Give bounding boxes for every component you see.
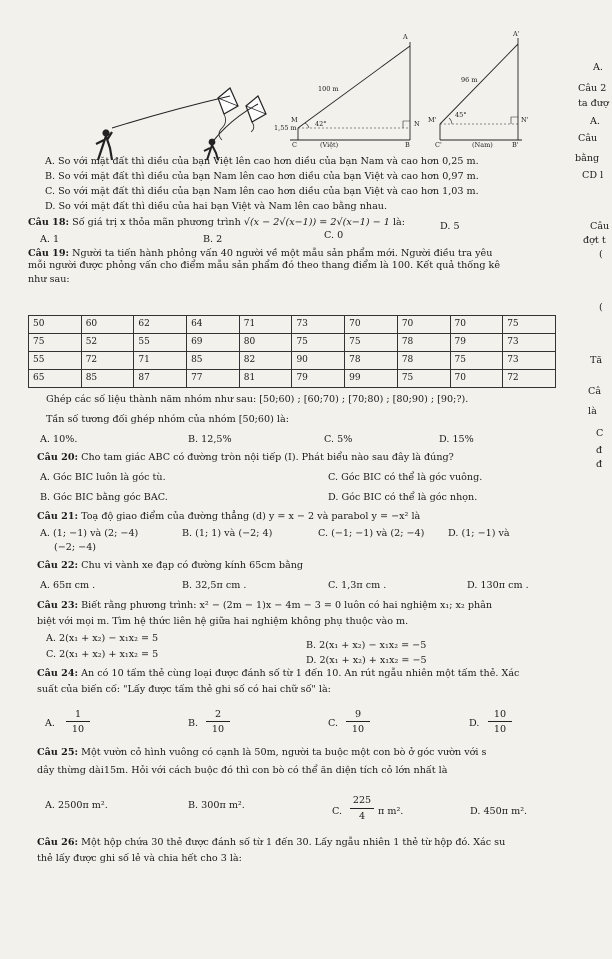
table-cell: 78: [397, 352, 450, 370]
q24-option-d-num: 10: [493, 709, 507, 720]
right-column-fragment: Câu: [578, 133, 598, 144]
table-cell: 85: [187, 352, 240, 370]
fig-Mp: M': [428, 116, 437, 124]
table-cell: 85: [81, 370, 134, 388]
q17-option-d: D. So với mặt đất thì diều của hai bạn Việt và Nam lên cao bằng nhau.: [45, 201, 388, 212]
q25-text: Một vườn cỏ hình vuông có cạnh là 50m, người ta buộc một con bò ở góc vườn với s: [81, 747, 487, 758]
q21-option-a: A. (1; −1) và (2; −4): [40, 528, 139, 539]
table-cell: 55: [134, 334, 187, 352]
fig-Np: N': [521, 116, 529, 124]
table-cell: 70: [450, 370, 503, 388]
q25-option-c-num: 225: [352, 795, 372, 806]
table-cell: 52: [81, 334, 134, 352]
table-cell: 69: [187, 334, 240, 352]
q18-text: Số giá trị x thỏa mãn phương trình: [72, 217, 241, 228]
q24-option-a-label: A.: [45, 718, 55, 729]
table-cell: 90: [292, 352, 345, 370]
q23-option-c: C. 2(x₁ + x₂) + x₁x₂ = 5: [46, 649, 159, 660]
q19-text: Người ta tiến hành phỏng vấn 40 người về một mẫu sản phẩm mới. Người điều tra yêu: [72, 248, 493, 259]
table-cell: 79: [292, 370, 345, 388]
q19-option-a: A. 10%.: [40, 434, 78, 445]
q19-line3: như sau:: [28, 274, 70, 285]
q18-tail: là:: [392, 217, 405, 228]
q23-option-a: A. 2(x₁ + x₂) − x₁x₂ = 5: [46, 633, 159, 644]
q25-title: Câu 25:: [37, 747, 79, 758]
q19-line2: mỗi người được phỏng vấn cho điểm mẫu sản phẩm đó theo thang điểm là 100. Kết quả thống kê: [28, 260, 501, 271]
q24-option-b-label: B.: [188, 718, 199, 729]
table-cell: 72: [81, 352, 134, 370]
q18-option-b: B. 2: [203, 234, 223, 245]
q20-text: Cho tam giác ABC có đường tròn nội tiếp (I). Phát biểu nào sau đây là đúng?: [81, 452, 454, 463]
q17-option-a: A. So với mặt đất thì diều của bạn Việt lên cao hơn diều của bạn Nam và cao hơn 0,25 m.: [45, 156, 479, 167]
right-column-fragment: CD l: [582, 170, 604, 181]
q19-line1: [28, 248, 492, 259]
table-cell: 99: [345, 370, 398, 388]
q24-option-b-den: 10: [211, 724, 225, 735]
q20-option-b: B. Góc BIC bằng góc BAC.: [40, 492, 168, 503]
fig-viet: (Việt): [320, 141, 339, 149]
q25-stem: [37, 747, 486, 758]
q19-option-c: C. 5%: [324, 434, 353, 445]
fig-height1: 1,55 m: [274, 124, 297, 132]
fig-Cp: C': [435, 141, 442, 149]
q22-title: Câu 22:: [37, 560, 79, 571]
table-cell: 50: [29, 316, 82, 334]
right-column-fragment: Tă: [590, 355, 603, 366]
right-column-fragment: A.: [590, 116, 600, 127]
table-cell: 75: [503, 316, 556, 334]
q25-option-c-den: 4: [358, 811, 366, 822]
right-column-fragment: là: [588, 406, 597, 417]
q22-stem: [37, 560, 303, 571]
table-cell: 78: [397, 334, 450, 352]
fig-Ap: A': [513, 30, 520, 38]
table-cell: 77: [187, 370, 240, 388]
q24-option-d-den: 10: [493, 724, 507, 735]
q24-option-a-den: 10: [71, 724, 85, 735]
q22-option-b: B. 32,5π cm .: [182, 580, 247, 591]
q23-line2: biệt với mọi m. Tìm hệ thức liên hệ giữa hai nghiệm không phụ thuộc vào m.: [37, 616, 409, 627]
right-column-fragment: Câu: [590, 221, 610, 232]
q21-option-b: B. (1; 1) và (−2; 4): [182, 528, 273, 539]
table-cell: 64: [187, 316, 240, 334]
q26-line2: thẻ lấy được ghi số lẻ và chia hết cho 3 là:: [37, 853, 242, 864]
table-cell: 75: [292, 334, 345, 352]
q18-option-d: D. 5: [440, 221, 460, 232]
fig-Bp: B': [512, 141, 519, 149]
q19-score-table: [28, 315, 556, 388]
q19-title: Câu 19:: [28, 248, 70, 259]
q25-option-d: D. 450π m².: [470, 806, 528, 817]
q25-option-c-label: C.: [332, 806, 343, 817]
q22-option-c: C. 1,3π cm .: [328, 580, 387, 591]
q21-option-c: C. (−1; −1) và (2; −4): [318, 528, 425, 539]
q25-option-a: A. 2500π m².: [45, 800, 108, 811]
table-cell: 60: [81, 316, 134, 334]
table-cell: 78: [345, 352, 398, 370]
q18-title: Câu 18:: [28, 217, 70, 228]
q25-option-c-tail: π m².: [378, 806, 404, 817]
table-cell: 79: [450, 334, 503, 352]
q26-text: Một hộp chứa 30 thẻ được đánh số từ 1 đến 30. Lấy ngẫu nhiên 1 thẻ từ hộp đó. Xác su: [81, 837, 506, 848]
q23-title: Câu 23:: [37, 600, 79, 611]
q23-option-d: D. 2(x₁ + x₂) + x₁x₂ = −5: [306, 655, 427, 666]
table-cell: 73: [292, 316, 345, 334]
fig-angle1: 42°: [315, 120, 327, 128]
table-cell: 75: [29, 334, 82, 352]
q26-title: Câu 26:: [37, 837, 79, 848]
table-row: [29, 352, 556, 370]
q18-option-a: A. 1: [40, 234, 60, 245]
q20-option-d: D. Góc BIC có thể là góc nhọn.: [328, 492, 478, 503]
q19-option-b: B. 12,5%: [188, 434, 232, 445]
right-column-fragment: Câ: [588, 386, 602, 397]
table-cell: 70: [397, 316, 450, 334]
fig-M: M: [291, 116, 298, 124]
q21-option-d: D. (1; −1) và: [448, 528, 510, 539]
q24-title: Câu 24:: [37, 668, 79, 679]
table-cell: 65: [29, 370, 82, 388]
q25-line2: dây thừng dài15m. Hỏi với cách buộc đó thì con bò có thể ăn diện tích cỏ lớn nhất là: [37, 765, 448, 776]
q22-option-a: A. 65π cm .: [40, 580, 96, 591]
table-row: [29, 370, 556, 388]
fig-A: A: [403, 33, 408, 41]
table-cell: 81: [239, 370, 292, 388]
kite-figure-left: [0, 0, 612, 160]
right-column-fragment: đợt t: [583, 235, 606, 246]
q18-equation: √(x − 2√(x−1)) = 2√(x−1) − 1: [243, 217, 390, 228]
table-row: [29, 316, 556, 334]
fig-nam: (Nam): [472, 141, 493, 149]
q24-option-d-label: D.: [469, 718, 480, 729]
q24-text: An có 10 tấm thẻ cùng loại được đánh số từ 1 đến 10. An rút ngẫu nhiên một tấm thẻ. Xác: [81, 668, 520, 679]
q22-option-d: D. 130π cm .: [467, 580, 529, 591]
table-cell: 71: [239, 316, 292, 334]
fig-C: C: [292, 141, 297, 149]
fig-h2: 96 m: [461, 76, 478, 84]
table-cell: 75: [397, 370, 450, 388]
right-column-fragment: Câu 2: [578, 83, 607, 94]
right-column-fragment: (: [599, 302, 603, 313]
q24-option-c-label: C.: [328, 718, 339, 729]
q17-option-c: C. So với mặt đất thì diều của bạn Nam lên cao hơn diều của bạn Việt và cao hơn 1,03 m.: [45, 186, 479, 197]
q20-stem: [37, 452, 454, 463]
right-column-fragment: đ: [596, 445, 603, 456]
table-cell: 75: [450, 352, 503, 370]
q24-option-c-num: 9: [354, 709, 362, 720]
q24-option-a-num: 1: [74, 709, 82, 720]
q21-text: Toạ độ giao điểm của đường thẳng (d) y = x − 2 và parabol y = −x² là: [81, 511, 421, 522]
q23-option-b: B. 2(x₁ + x₂) − x₁x₂ = −5: [306, 640, 427, 651]
q25-option-b: B. 300π m².: [188, 800, 245, 811]
q19-option-d: D. 15%: [439, 434, 474, 445]
q20-title: Câu 20:: [37, 452, 79, 463]
q19-freq-text: Tần số tương đối ghép nhóm của nhóm [50;60) là:: [46, 414, 289, 425]
right-column-fragment: (: [599, 249, 603, 260]
q17-option-b: B. So với mặt đất thì diều của bạn Nam lên cao hơn diều của bạn Việt và cao hơn 0,97 m.: [45, 171, 479, 182]
right-column-fragment: ta đượ: [578, 98, 609, 109]
table-cell: 70: [345, 316, 398, 334]
q26-stem: [37, 837, 505, 848]
q20-option-a: A. Góc BIC luôn là góc tù.: [40, 472, 166, 483]
table-cell: 82: [239, 352, 292, 370]
fig-angle2: 45°: [455, 111, 467, 119]
q19-group-text: Ghép các số liệu thành năm nhóm như sau: [50;60) ; [60;70) ; [70;80) ; [80;90) ; [90;?).: [46, 394, 469, 405]
right-column-fragment: C: [596, 428, 604, 439]
right-column-fragment: bằng: [575, 153, 600, 164]
q20-option-c: C. Góc BIC có thể là góc vuông.: [328, 472, 483, 483]
fig-B: B: [405, 141, 410, 149]
q24-line2: suất của biến cố: "Lấy được tấm thẻ ghi số có hai chữ số" là:: [37, 684, 331, 695]
table-cell: 87: [134, 370, 187, 388]
q18-option-c: C. 0: [324, 230, 344, 241]
q24-stem: [37, 668, 519, 679]
q23-stem: [37, 600, 492, 611]
table-cell: 72: [503, 370, 556, 388]
q24-option-c-den: 10: [351, 724, 365, 735]
q18-stem: [28, 217, 405, 228]
table-cell: 75: [345, 334, 398, 352]
table-cell: 73: [503, 334, 556, 352]
right-column-fragment: đ: [596, 459, 603, 470]
q21-stem: [37, 511, 420, 522]
q23-text: Biết rằng phương trình: x² − (2m − 1)x − 4m − 3 = 0 luôn có hai nghiệm x₁; x₂ phân: [81, 600, 493, 611]
table-row: [29, 334, 556, 352]
q24-option-b-num: 2: [214, 709, 222, 720]
table-cell: 80: [239, 334, 292, 352]
table-cell: 55: [29, 352, 82, 370]
fig-N: N: [414, 120, 420, 128]
table-cell: 70: [450, 316, 503, 334]
table-cell: 71: [134, 352, 187, 370]
right-column-fragment: A.: [593, 62, 603, 73]
q21-title: Câu 21:: [37, 511, 79, 522]
table-cell: 73: [503, 352, 556, 370]
q22-text: Chu vi vành xe đạp có đường kính 65cm bằng: [81, 560, 304, 571]
fig-h1: 100 m: [318, 85, 339, 93]
q21-option-d-cont: (−2; −4): [54, 542, 97, 553]
table-cell: 62: [134, 316, 187, 334]
